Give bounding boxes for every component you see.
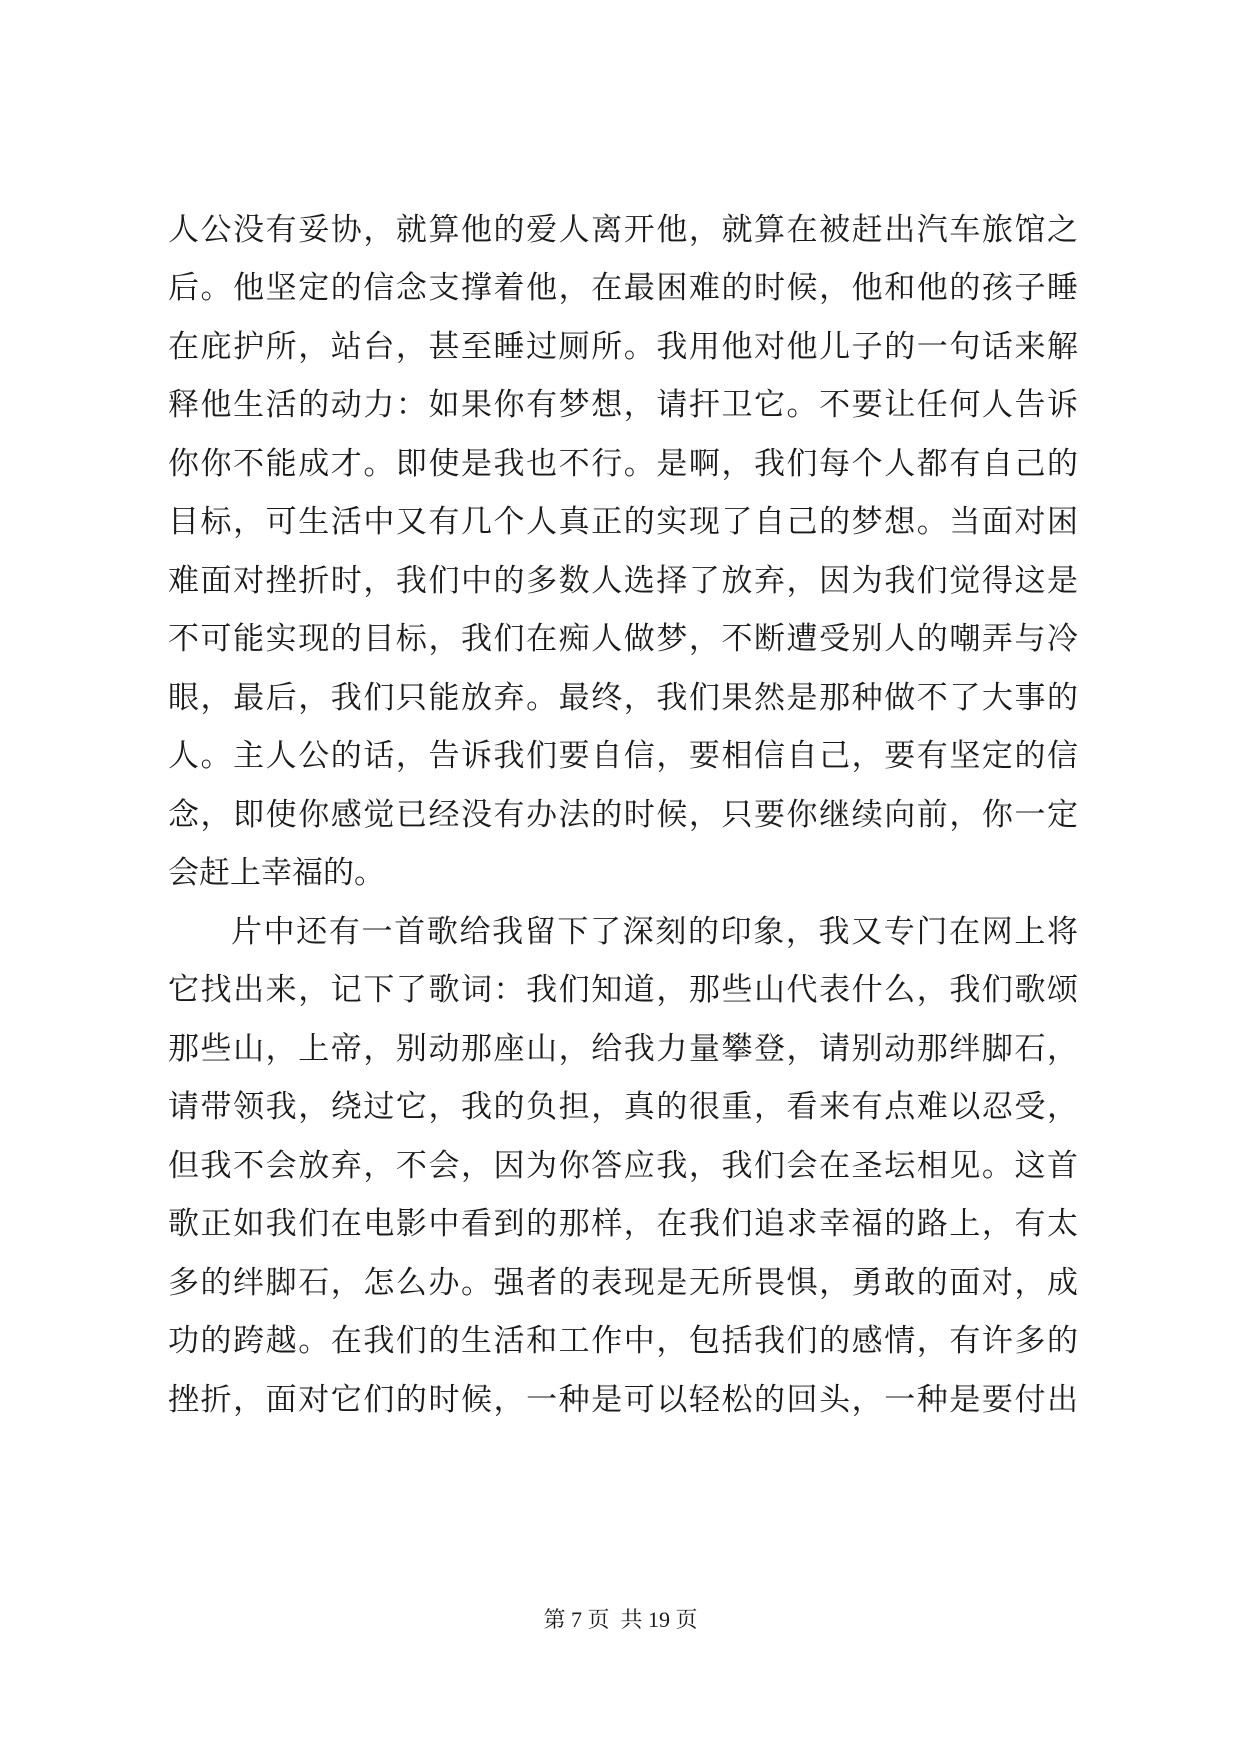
body-line: 念，即使你感觉已经没有办法的时候，只要你继续向前，你一定: [168, 797, 1078, 833]
body-line: 它找出来，记下了歌词：我们知道，那些山代表什么，我们歌颂: [168, 972, 1078, 1008]
body-line: 多的绊脚石，怎么办。强者的表现是无所畏惧，勇敢的面对，成: [168, 1265, 1078, 1301]
body-line: 释他生活的动力：如果你有梦想，请扞卫它。不要让任何人告诉: [168, 387, 1078, 423]
body-line: 会赶上幸福的。: [168, 855, 385, 891]
body-line: 但我不会放弃，不会，因为你答应我，我们会在圣坛相见。这首: [168, 1148, 1078, 1184]
page-number: 第 7 页 共 19 页: [543, 1607, 698, 1632]
paragraph-first-line: 片中还有一首歌给我留下了深刻的印象，我又专门在网上将: [231, 914, 1078, 950]
body-line: 人。主人公的话，告诉我们要自信，要相信自己，要有坚定的信: [168, 738, 1078, 774]
body-line: 请带领我，绕过它，我的负担，真的很重，看来有点难以忍受，: [168, 1089, 1078, 1125]
body-line: 你你不能成才。即使是我也不行。是啊，我们每个人都有自己的: [168, 446, 1078, 482]
body-line: 那些山，上帝，别动那座山，给我力量攀登，请别动那绊脚石，: [168, 1031, 1078, 1067]
body-line: 功的跨越。在我们的生活和工作中，包括我们的感情，有许多的: [168, 1323, 1078, 1359]
body-line: 人公没有妥协，就算他的爱人离开他，就算在被赶出汽车旅馆之: [168, 212, 1078, 248]
body-line: 挫折，面对它们的时候，一种是可以轻松的回头，一种是要付出: [168, 1382, 1078, 1418]
body-line: 眼，最后，我们只能放弃。最终，我们果然是那种做不了大事的: [168, 680, 1078, 716]
body-line: 在庇护所，站台，甚至睡过厕所。我用他对他儿子的一句话来解: [168, 329, 1078, 365]
page-footer: [0, 1606, 1241, 1634]
body-line: 不可能实现的目标，我们在痴人做梦，不断遭受别人的嘲弄与冷: [168, 621, 1078, 657]
body-line: 后。他坚定的信念支撑着他，在最困难的时候，他和他的孩子睡: [168, 270, 1078, 306]
body-line: 歌正如我们在电影中看到的那样，在我们追求幸福的路上，有太: [168, 1206, 1078, 1242]
body-line: 难面对挫折时，我们中的多数人选择了放弃，因为我们觉得这是: [168, 563, 1078, 599]
body-line: 目标，可生活中又有几个人真正的实现了自己的梦想。当面对困: [168, 504, 1078, 540]
